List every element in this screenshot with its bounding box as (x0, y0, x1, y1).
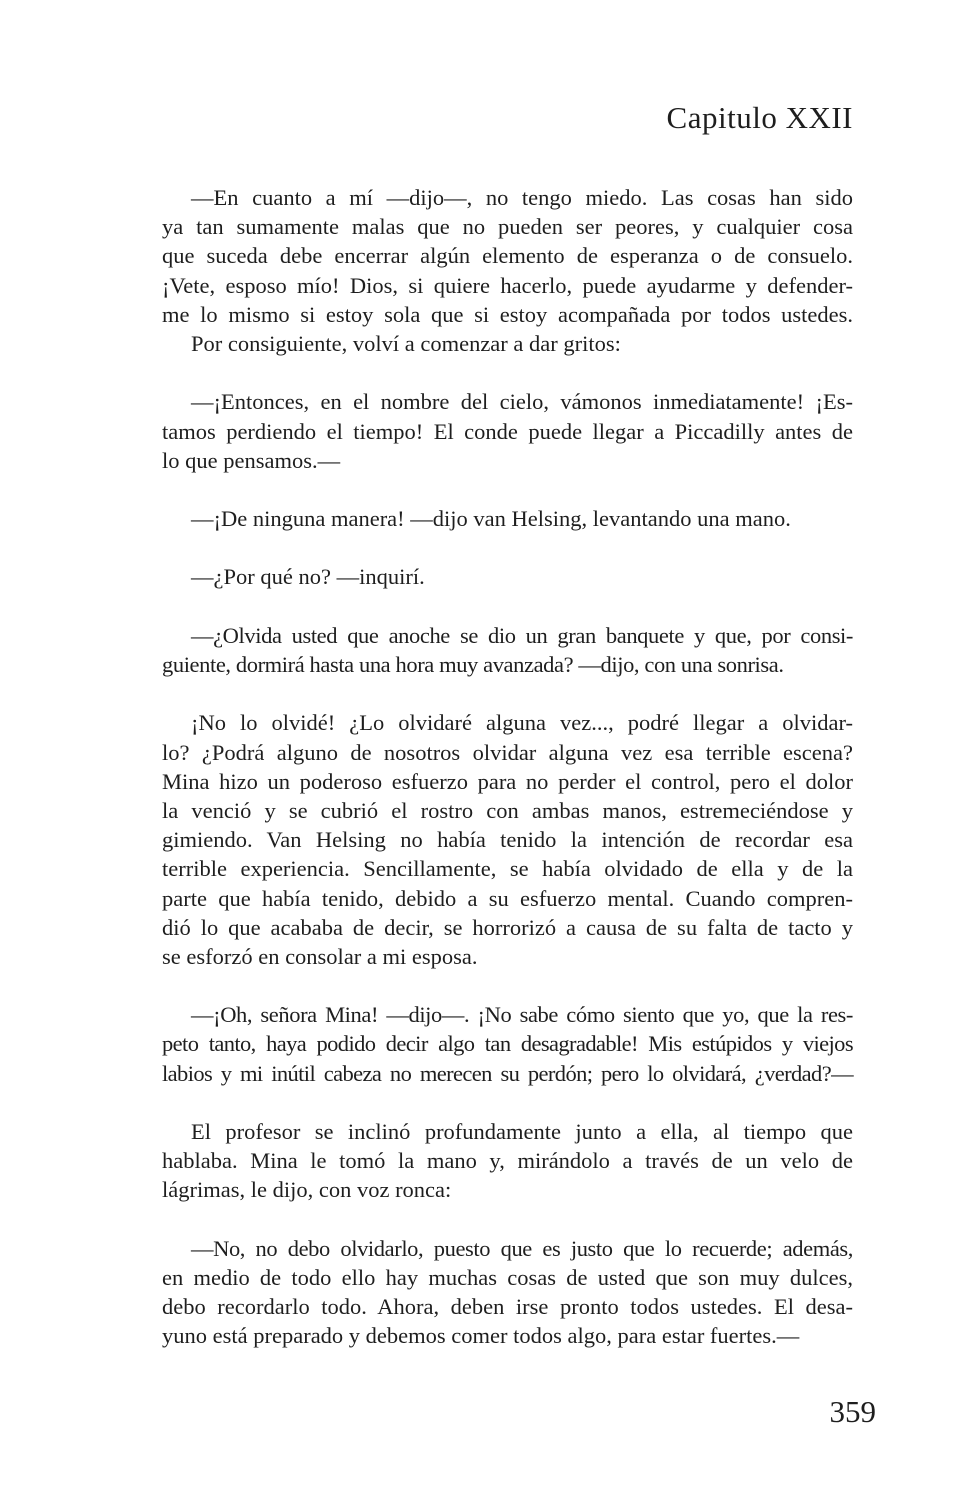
text-line: lágrimas, le dijo, con voz ronca: (162, 1177, 452, 1203)
paragraph (162, 329, 853, 358)
paragraph-gap (162, 592, 853, 621)
text-line: Mina hizo un poderoso esfuerzo para no perder el control, pero el dolor (162, 768, 853, 794)
paragraph (162, 504, 853, 533)
paragraph-gap (162, 475, 853, 504)
paragraph-gap (162, 1205, 853, 1234)
text-line: —En cuanto a mí —dijo—, no tengo miedo. Las cosas han sido (191, 185, 853, 210)
paragraph-gap (162, 679, 853, 708)
text-line: —No, no debo olvidarlo, puesto que es justo que lo recuerde; además, (191, 1235, 853, 1261)
text-line: gimiendo. Van Helsing no había tenido la intención de recordar esa (162, 827, 853, 853)
paragraph (162, 621, 853, 679)
text-line: en medio de todo ello hay muchas cosas de usted que son muy dulces, (162, 1264, 853, 1290)
paragraph-gap (162, 971, 853, 1000)
text-line: —¡De ninguna manera! —dijo van Helsing, levantando una mano. (191, 506, 791, 532)
text-line: —¿Olvida usted que anoche se dio un gran banquete y que, por consi- (191, 622, 853, 648)
text-line: lo que pensamos.— (162, 447, 341, 473)
text-line: debo recordarlo todo. Ahora, deben irse pronto todos ustedes. El desa- (162, 1294, 853, 1320)
text-line: tamos perdiendo el tiempo! El conde puede llegar a Piccadilly antes de (162, 418, 853, 444)
text-line: —¿Por qué no? —inquirí. (191, 564, 425, 590)
paragraph (162, 562, 853, 591)
text-line: dió lo que acababa de decir, se horrorizó a causa de su falta de tacto y (162, 914, 853, 940)
paragraph (162, 1000, 853, 1088)
text-line: El profesor se inclinó profundamente junto a ella, al tiempo que (191, 1119, 853, 1144)
text-line: labios y mi inútil cabeza no merecen su perdón; pero lo olvidará, ¿verdad?— (162, 1060, 853, 1086)
text-line: yuno está preparado y debemos comer todos algo, para estar fuertes.— (162, 1323, 800, 1349)
text-line: lo? ¿Podrá alguno de nosotros olvidar alguna vez esa terrible escena? (162, 739, 853, 765)
text-line: Por consiguiente, volví a comenzar a dar gritos: (191, 330, 621, 356)
text-line: ya tan sumamente malas que no pueden ser peores, y cualquier cosa (162, 214, 853, 240)
paragraph (162, 708, 853, 971)
text-line: guiente, dormirá hasta una hora muy avanzada? —dijo, con una sonrisa. (162, 652, 784, 677)
paragraph (162, 183, 853, 329)
text-line: la venció y se cubrió el rostro con ambas manos, estremeciéndose y (162, 797, 853, 823)
text-line: que suceda debe encerrar algún elemento de esperanza o de consuelo. (162, 243, 853, 269)
paragraph-gap (162, 358, 853, 387)
page-number: 359 (829, 1394, 876, 1429)
text-line: parte que había tenido, debido a su esfuerzo mental. Cuando compren- (162, 885, 853, 911)
paragraph-gap (162, 533, 853, 562)
paragraph (162, 1117, 853, 1205)
text-line: ¡Vete, esposo mío! Dios, si quiere hacerlo, puede ayudarme y defender- (162, 272, 853, 298)
text-line: —¡Entonces, en el nombre del cielo, vámonos inmediatamente! ¡Es- (191, 389, 853, 415)
text-line: ¡No lo olvidé! ¿Lo olvidaré alguna vez..., podré llegar a olvidar- (191, 710, 853, 736)
text-line: se esforzó en consolar a mi esposa. (162, 943, 478, 969)
text-line: peto tanto, haya podido decir algo tan desagradable! Mis estúpidos y viejos (162, 1031, 853, 1057)
text-body (162, 183, 853, 1351)
text-line: —¡Oh, señora Mina! —dijo—. ¡No sabe cómo siento que yo, que la res- (191, 1002, 853, 1028)
paragraph-gap (162, 1088, 853, 1117)
text-line: terrible experiencia. Sencillamente, se había olvidado de ella y de la (162, 856, 853, 882)
chapter-heading: Capitulo XXII (666, 100, 853, 135)
paragraph (162, 1234, 853, 1351)
paragraph (162, 387, 853, 475)
text-line: hablaba. Mina le tomó la mano y, mirándolo a través de un velo de (162, 1148, 853, 1174)
text-line: me lo mismo si estoy sola que si estoy acompañada por todos ustedes. (162, 301, 853, 327)
